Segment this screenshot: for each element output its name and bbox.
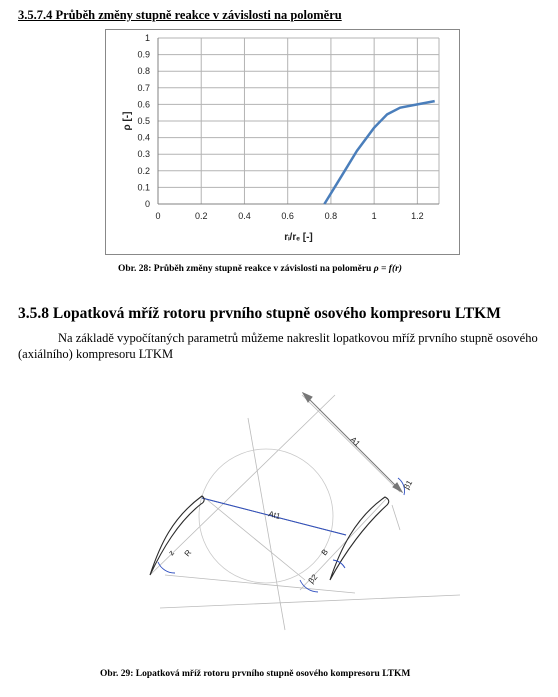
reaction-chart-svg bbox=[106, 30, 459, 254]
y-axis-title: ρ [-] bbox=[122, 111, 133, 131]
x-tick-label: 1.2 bbox=[411, 211, 424, 221]
x-tick-label: 0.6 bbox=[281, 211, 294, 221]
x-axis-title: rᵢ/rₑ [-] bbox=[284, 232, 313, 243]
y-tick-label: 0 bbox=[144, 199, 150, 209]
blade-right bbox=[330, 497, 389, 580]
y-tick-label: 0.5 bbox=[137, 116, 150, 126]
x-tick-label: 0.4 bbox=[238, 211, 251, 221]
y-tick-label: 0.6 bbox=[137, 99, 150, 110]
construction-line bbox=[205, 498, 305, 580]
x-tick-label: 1 bbox=[371, 211, 377, 221]
construction-line bbox=[165, 575, 355, 593]
figure-caption-29: Obr. 29: Lopatková mříž rotoru prvního stupně osového kompresoru LTKM bbox=[100, 669, 411, 679]
construction-line bbox=[160, 595, 460, 608]
y-tick-label: 0.9 bbox=[137, 49, 150, 60]
label-b: B bbox=[319, 547, 330, 558]
section-heading-reaction: 3.5.7.4 Průběh změny stupně reakce v závislosti na poloměru bbox=[18, 8, 342, 22]
label-beta2: β2 bbox=[306, 572, 320, 586]
y-tick-label: 0.1 bbox=[137, 182, 150, 193]
caption-28-text: Obr. 28: Průběh změny stupně reakce v závislosti na poloměru bbox=[118, 264, 372, 274]
reaction-chart bbox=[105, 29, 460, 255]
x-tick-label: 0 bbox=[155, 211, 161, 221]
x-tick-label: 0.8 bbox=[324, 211, 338, 221]
y-tick-label: 0.4 bbox=[137, 132, 150, 143]
caption-28-formula: ρ = f(r) bbox=[373, 264, 402, 274]
angle-arc-z bbox=[158, 562, 175, 573]
label-at1: At1 bbox=[267, 509, 282, 522]
y-tick-label: 0.8 bbox=[137, 66, 150, 77]
construction-line bbox=[392, 505, 400, 530]
y-tick-label: 1 bbox=[144, 33, 150, 43]
y-tick-label: 0.2 bbox=[137, 165, 150, 176]
x-tick-label: 0.2 bbox=[194, 211, 208, 221]
y-tick-label: 0.3 bbox=[137, 149, 150, 160]
label-z: z bbox=[166, 548, 177, 558]
y-tick-label: 0.7 bbox=[137, 82, 150, 93]
reaction-series-line bbox=[324, 101, 434, 204]
label-r: R bbox=[182, 548, 194, 559]
figure-caption-28 bbox=[118, 264, 402, 274]
blade-cascade-drawing bbox=[0, 370, 558, 665]
label-a1: A1 bbox=[348, 435, 362, 449]
construction-line bbox=[150, 395, 335, 575]
label-beta1: β1 bbox=[401, 478, 415, 491]
construction-circle bbox=[199, 449, 333, 586]
intro-paragraph: Na základě vypočítaných parametrů můžeme nakreslit lopatkovou mříž prvního stupně osového (axiálního) kompresoru LTKM bbox=[18, 331, 538, 361]
section-heading-cascade: 3.5.8 Lopatková mříž rotoru prvního stupně osového kompresoru LTKM bbox=[18, 305, 501, 322]
